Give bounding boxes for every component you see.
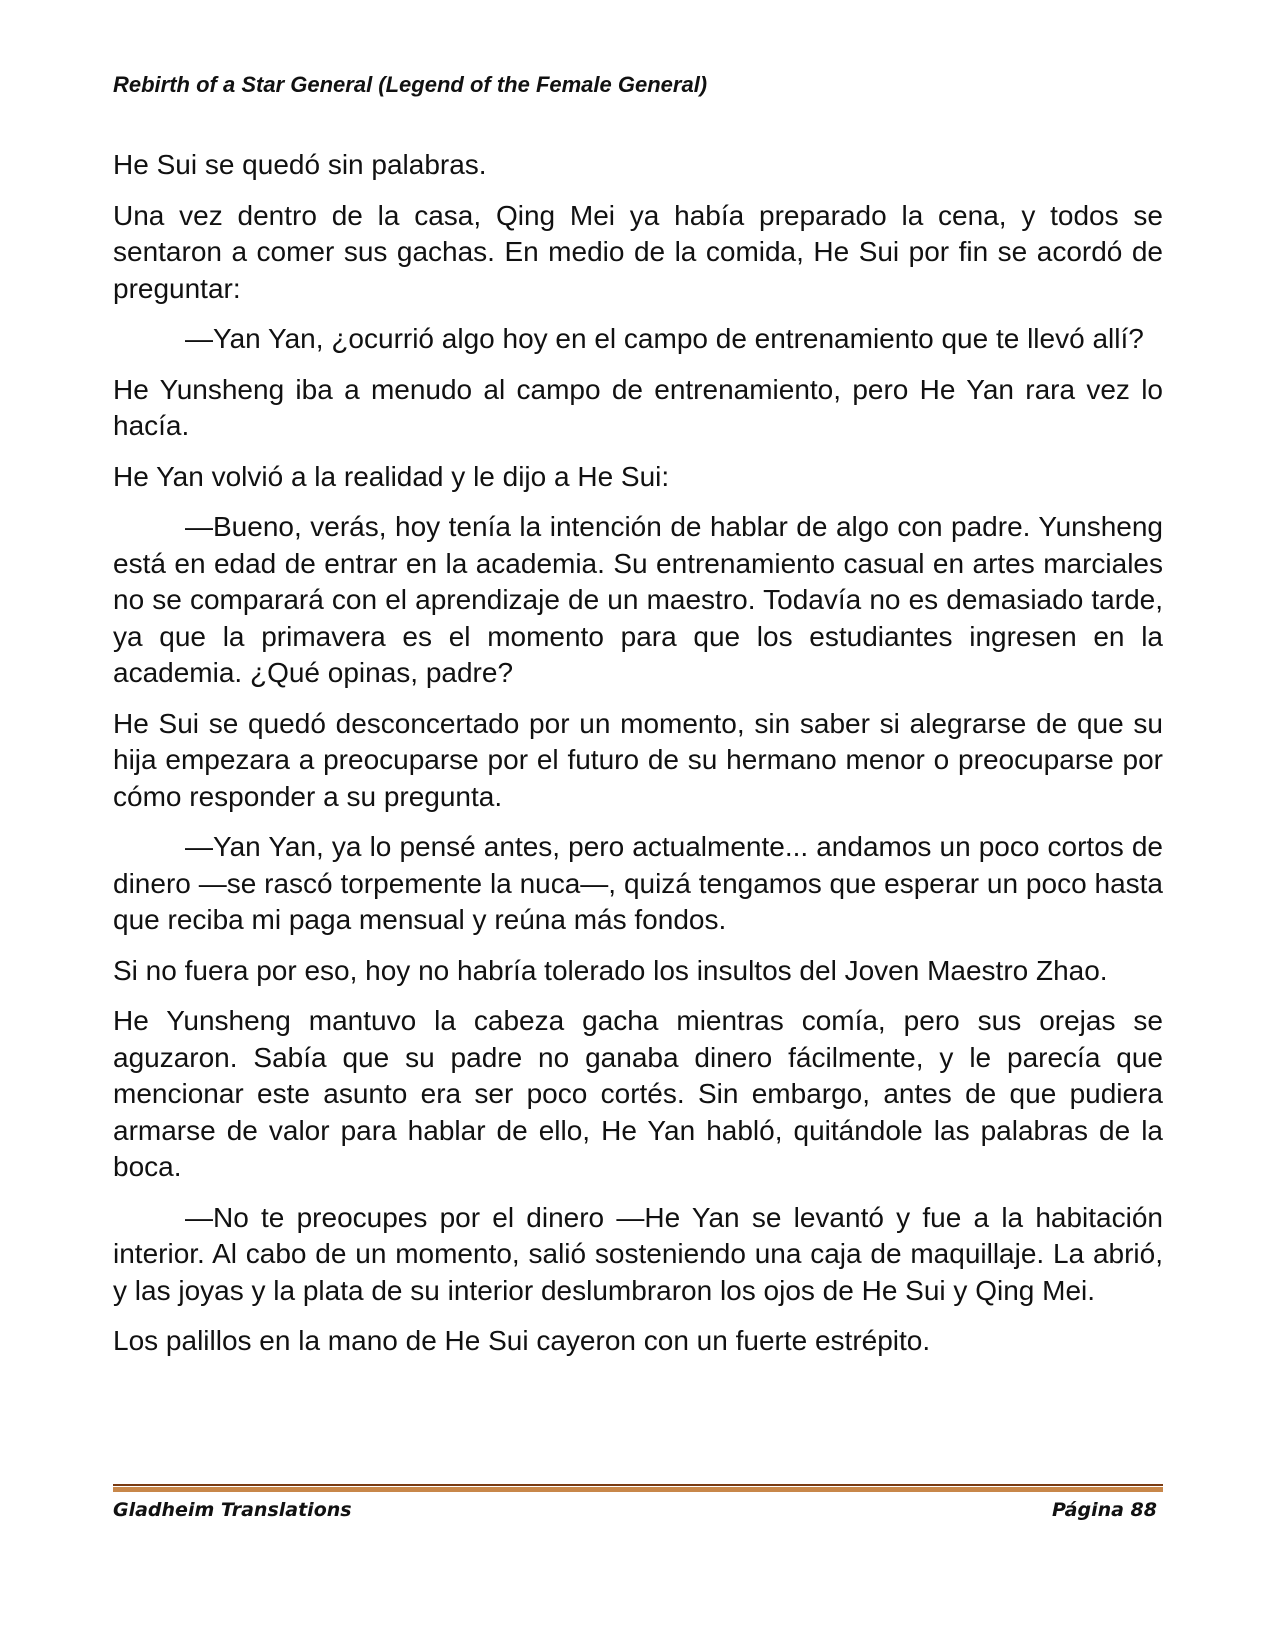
- paragraph: He Sui se quedó sin palabras.: [113, 149, 487, 180]
- paragraph: He Yunsheng iba a menudo al campo de entrenamiento, pero He Yan rara vez lo hacía.: [113, 373, 1163, 441]
- dialogue-paragraph: —Yan Yan, ya lo pensé antes, pero actualmente... andamos un poco cortos de dinero —se rascó torpemente la nuca—, quizá tengamos que esperar un poco hasta que reciba mi paga mensual y reúna más fondos.: [113, 831, 1163, 935]
- footer-page-number: Página 88: [1051, 1499, 1157, 1521]
- document-body: [113, 147, 1163, 1374]
- footer-publisher: Gladheim Translations: [113, 1499, 352, 1521]
- dialogue-paragraph: —Bueno, verás, hoy tenía la intención de hablar de algo con padre. Yunsheng está en edad de entrar en la academia. Su entrenamiento casual en artes marciales no se comparará con el aprendizaje de un maestro. Todavía no es demasiado tarde, ya que la primavera es el momento para que los estudiantes ingresen en la academia. ¿Qué opinas, padre?: [113, 511, 1163, 688]
- paragraph: He Yunsheng mantuvo la cabeza gacha mientras comía, pero sus orejas se aguzaron. Sabía que su padre no ganaba dinero fácilmente, y le parecía que mencionar este asunto era ser poco cortés. Sin embargo, antes de que pudiera armarse de valor para hablar de ello, He Yan habló, quitándole las palabras de la boca.: [113, 1005, 1163, 1182]
- footer-divider-thick-line: [113, 1487, 1163, 1492]
- paragraph: Si no fuera por eso, hoy no habría tolerado los insultos del Joven Maestro Zhao.: [113, 954, 1108, 986]
- paragraph: He Yan volvió a la realidad y le dijo a He Sui:: [113, 460, 670, 492]
- dialogue-paragraph: —No te preocupes por el dinero —He Yan se levantó y fue a la habitación interior. Al cabo de un momento, salió sosteniendo una caja de maquillaje. La abrió, y las joyas y la plata de su interior deslumbraron los ojos de He Sui y Qing Mei.: [113, 1201, 1163, 1306]
- paragraph: Los palillos en la mano de He Sui cayeron con un fuerte estrépito.: [113, 1325, 931, 1356]
- footer-divider: [113, 1484, 1163, 1493]
- paragraph: Una vez dentro de la casa, Qing Mei ya había preparado la cena, y todos se sentaron a comer sus gachas. En medio de la comida, He Sui por fin se acordó de preguntar:: [113, 199, 1163, 304]
- page-header-title: Rebirth of a Star General (Legend of the Female General): [113, 72, 708, 97]
- paragraph: He Sui se quedó desconcertado por un momento, sin saber si alegrarse de que su hija empezara a preocuparse por el futuro de su hermano menor o preocuparse por cómo responder a su pregunta.: [113, 707, 1163, 812]
- footer-divider-thin-line: [113, 1484, 1163, 1486]
- dialogue-paragraph: —Yan Yan, ¿ocurrió algo hoy en el campo de entrenamiento que te llevó allí?: [185, 323, 1144, 354]
